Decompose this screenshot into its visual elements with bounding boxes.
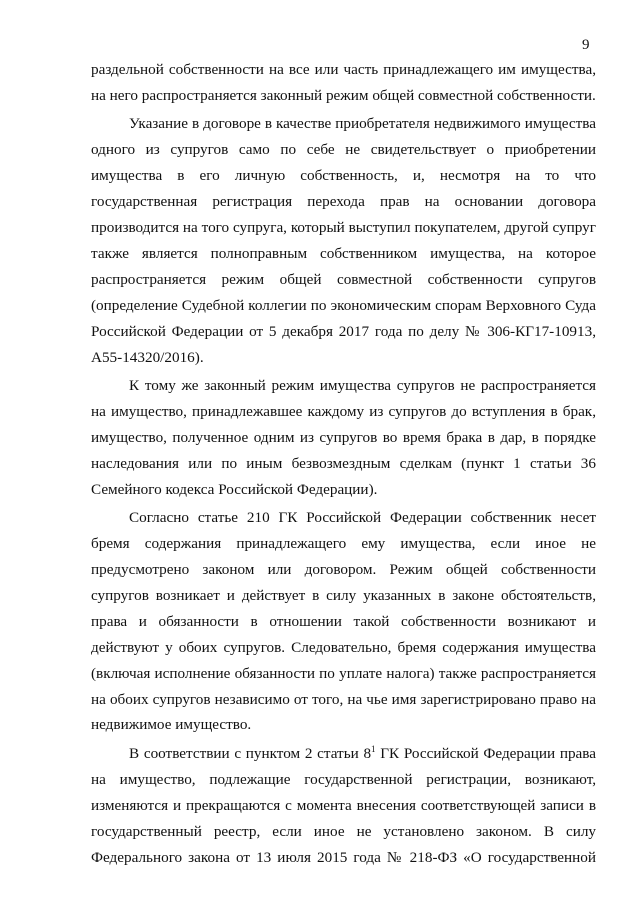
superscript-article-index: 1 xyxy=(371,743,376,754)
paragraph-5-text-start: В соответствии с пунктом 2 статьи 8 xyxy=(129,744,372,762)
paragraph-1: раздельной собственности на все или часть принадлежащего им имущества, на него распространяется законный режим общей совместной собственности. xyxy=(91,61,596,104)
paragraph-4: Согласно статье 210 ГК Российской Федерации собственник несет бремя содержания принадлежащего ему имущества, если иное не предусмотрено законом или договором. Режим общей собственности супругов возникает и действует в силу указанных в законе обстоятельств, права и обязанности в отношении такой собственности возникают и действуют у обоих супругов. Следовательно, бремя содержания имущества (включая исполнение обязанности по уплате налога) также распространяется на обоих супругов независимо от того, на чье имя зарегистрировано право на недвижимое имущество. xyxy=(91,509,596,734)
paragraph-5-text-end: ГК Российской Федерации права на имущество, подлежащие государственной регистрации, возникают, изменяются и прекращаются с момента внесения соответствующей записи в государственный реестр, если иное не установлено законом. В силу Федерального закона от 13 июля 2015 года № 218-ФЗ «О государственной xyxy=(91,744,596,866)
page-number: 9 xyxy=(582,37,590,53)
document-body xyxy=(91,57,596,870)
paragraph-3: К тому же законный режим имущества супругов не распространяется на имущество, принадлежавшее каждому из супругов до вступления в брак, имущество, полученное одним из супругов во время брака в дар, в порядке наследования или по иным безвозмездным сделкам (пункт 1 статьи 36 Семейного кодекса Российской Федерации). xyxy=(91,377,596,498)
paragraph-5 xyxy=(91,741,596,871)
paragraph-2: Указание в договоре в качестве приобретателя недвижимого имущества одного из супругов само по себе не свидетельствует о приобретении имущества в его личную собственность, и, несмотря на то что государственная регистрация перехода прав на основании договора производится на того супруга, который выступил покупателем, другой супруг также является полноправным собственником имущества, на которое распространяется режим общей совместной собственности супругов (определение Судебной коллегии по экономическим спорам Верховного Суда Российской Федерации от 5 декабря 2017 года по делу № 306-КГ17-10913, А55-14320/2016). xyxy=(91,115,596,366)
